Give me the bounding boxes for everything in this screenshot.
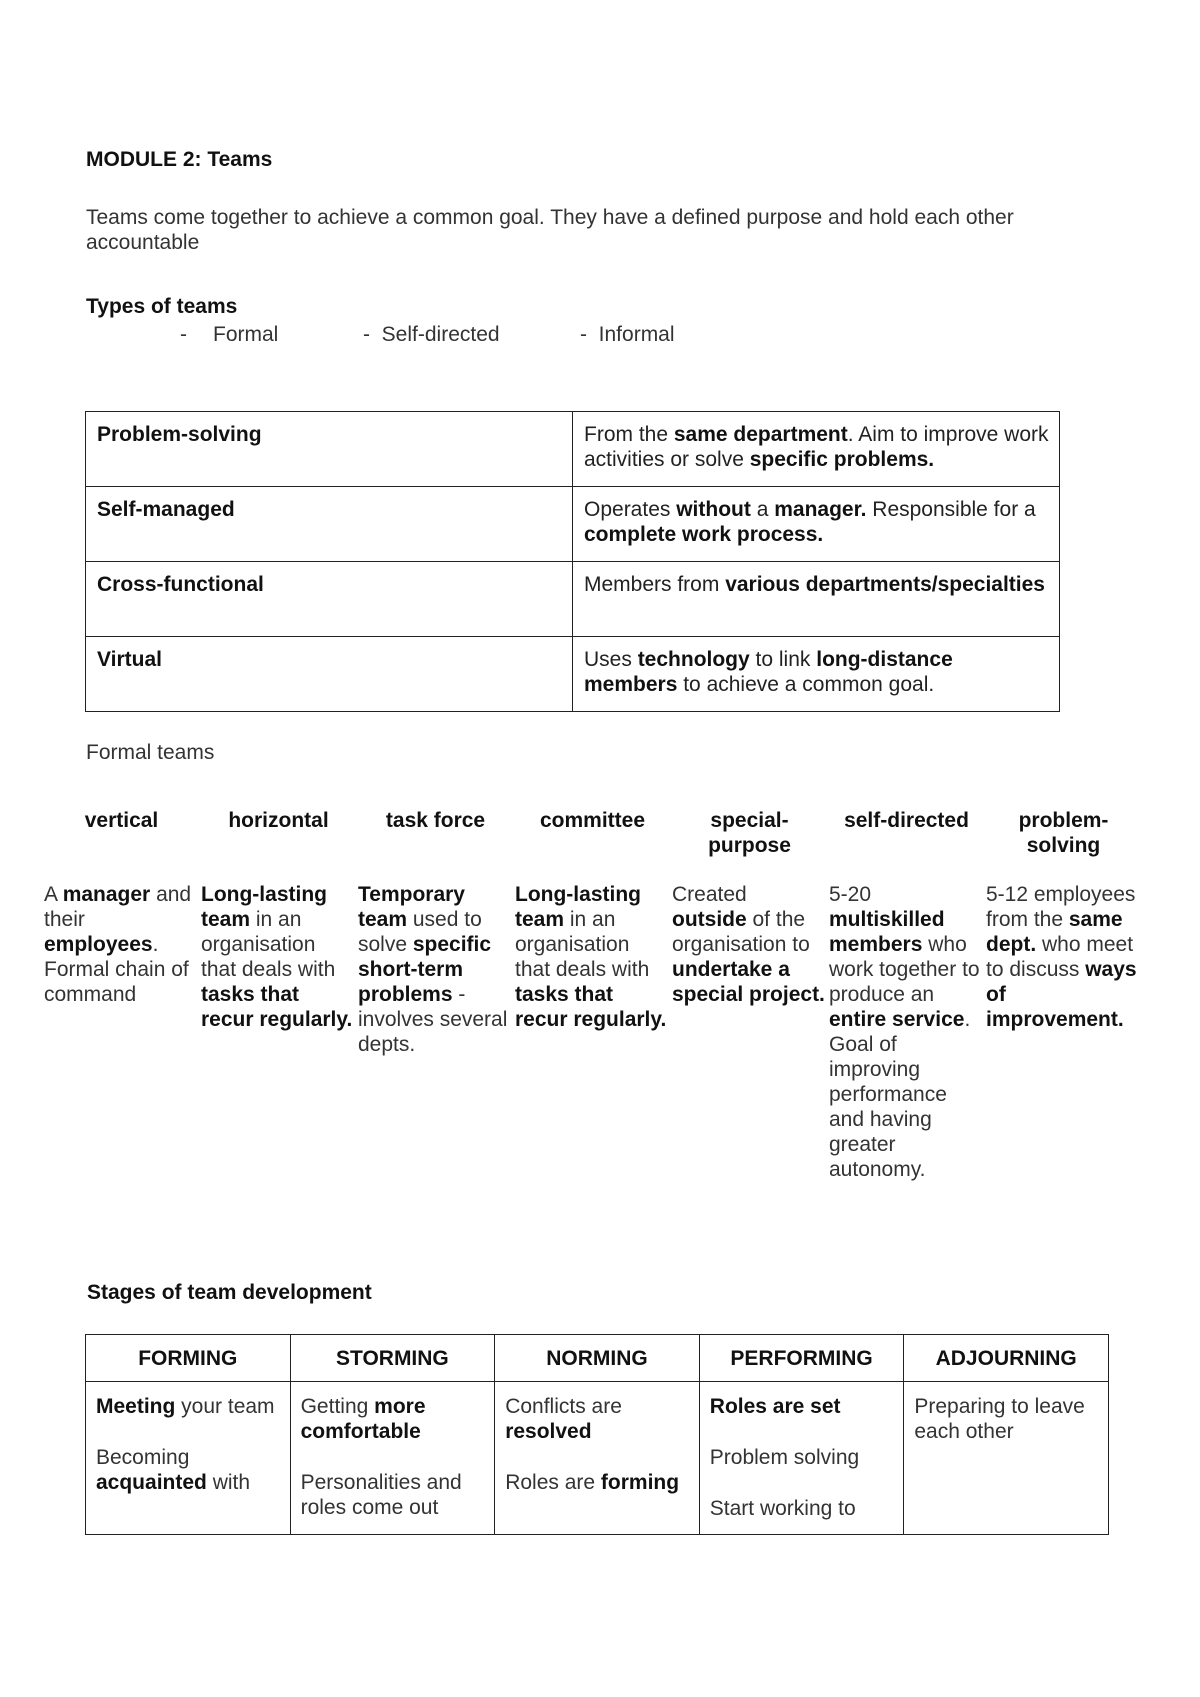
stage-name: PERFORMING	[699, 1335, 904, 1382]
formal-team-description	[44, 882, 199, 1007]
stage-name: NORMING	[495, 1335, 700, 1382]
team-type-description	[573, 412, 1060, 487]
stage-paragraph	[301, 1470, 485, 1520]
text-run: Members from	[584, 573, 726, 596]
bold-text: entire service	[829, 1008, 965, 1031]
bold-text: manager.	[774, 498, 867, 521]
stage-name: FORMING	[86, 1335, 291, 1382]
stage-paragraph	[505, 1470, 689, 1495]
bold-text: Long-lasting team	[515, 883, 641, 931]
team-type-name: Virtual	[86, 637, 573, 712]
stage-description	[699, 1382, 904, 1535]
formal-team-description	[358, 882, 513, 1057]
types-table-row	[86, 637, 1060, 712]
formal-team-description	[672, 882, 827, 1007]
bold-text: multiskilled members	[829, 908, 945, 956]
bold-text: complete work process.	[584, 523, 824, 546]
text-run: Created	[672, 883, 747, 906]
bold-text: without	[676, 498, 751, 521]
text-run: Operates	[584, 498, 677, 521]
text-run: 5-20	[829, 883, 872, 906]
team-type-description	[573, 487, 1060, 562]
types-list-item: - Formal	[180, 323, 279, 346]
text-run: and their	[44, 883, 192, 931]
stage-paragraph	[710, 1394, 894, 1419]
bold-text: employees	[44, 933, 153, 956]
text-run: Getting	[300, 1395, 375, 1418]
bold-text: Long-lasting team	[201, 883, 327, 931]
formal-team-description	[986, 882, 1141, 1032]
team-type-name: Self-managed	[86, 487, 573, 562]
stage-paragraph	[96, 1445, 280, 1495]
types-table-row	[86, 412, 1060, 487]
bold-text: outside	[672, 908, 747, 931]
text-run: Start working to	[709, 1497, 856, 1520]
text-run: - involves several depts.	[358, 983, 508, 1056]
intro-paragraph: Teams come together to achieve a common goal. They have a defined purpose and hold each other accountable	[86, 206, 1014, 254]
bold-text: same department	[673, 423, 848, 446]
text-run: 5-12 employees from the	[986, 883, 1136, 931]
stage-paragraph	[301, 1394, 485, 1444]
bold-text: Temporary team	[358, 883, 465, 931]
text-run: who meet to discuss	[986, 933, 1134, 981]
text-run: From the	[584, 423, 674, 446]
formal-team-title: vertical	[84, 809, 159, 832]
bold-text: technology	[637, 648, 750, 671]
bold-text: more comfortable	[300, 1395, 426, 1443]
team-type-name: Cross-functional	[86, 562, 573, 637]
team-type-description	[573, 562, 1060, 637]
formal-team-description	[829, 882, 984, 1182]
formal-team-title: self-directed	[844, 809, 969, 832]
text-run: . Formal chain of command	[44, 933, 189, 1006]
formal-teams-label: Formal teams	[86, 741, 215, 764]
stage-description	[495, 1382, 700, 1535]
stage-paragraph	[914, 1394, 1098, 1444]
stages-heading: Stages of team development	[87, 1281, 372, 1304]
stage-paragraph	[96, 1394, 280, 1419]
types-table-row	[86, 487, 1060, 562]
text-run: a	[750, 498, 775, 521]
stage-paragraph	[710, 1445, 894, 1470]
formal-team-title: committee	[539, 809, 646, 832]
bold-text: same dept.	[986, 908, 1123, 956]
stage-name: ADJOURNING	[904, 1335, 1109, 1382]
bold-text: various departments/specialties	[725, 573, 1045, 596]
bold-text: ways of improvement.	[986, 958, 1137, 1031]
page-title: MODULE 2: Teams	[86, 148, 273, 171]
stage-paragraph	[505, 1394, 689, 1444]
bold-text: tasks that recur regularly.	[515, 983, 667, 1031]
text-run: Responsible for a	[866, 498, 1036, 521]
bold-text: specific short-term problems	[358, 933, 492, 1006]
team-type-description	[573, 637, 1060, 712]
bold-text: forming	[600, 1471, 680, 1494]
formal-team-description	[201, 882, 356, 1032]
types-table	[85, 411, 1060, 712]
bold-text: undertake a special project.	[672, 958, 825, 1006]
text-run: . Aim to improve work activities or solve	[584, 423, 1049, 471]
stage-description	[904, 1382, 1109, 1535]
text-run: Problem solving	[709, 1446, 860, 1469]
types-heading: Types of teams	[86, 295, 238, 318]
bold-text: resolved	[505, 1420, 592, 1443]
text-run: in an organisation that deals with	[201, 908, 336, 981]
bold-text: acquainted	[96, 1471, 207, 1494]
stage-name: STORMING	[290, 1335, 495, 1382]
types-table-row	[86, 562, 1060, 637]
text-run: of the organisation to	[672, 908, 810, 956]
bold-text: specific problems.	[749, 448, 935, 471]
text-run: in an organisation that deals with	[515, 908, 650, 981]
text-run: to achieve a common goal.	[677, 673, 935, 696]
text-run: Roles are	[505, 1471, 601, 1494]
text-run: used to solve	[358, 908, 482, 956]
stage-description	[86, 1382, 291, 1535]
team-type-name: Problem-solving	[86, 412, 573, 487]
text-run: Personalities and roles come out	[300, 1471, 462, 1519]
text-run: Conflicts are	[505, 1395, 622, 1418]
bold-text: long-distance members	[584, 648, 953, 696]
formal-team-title: problem-solving	[1018, 809, 1109, 857]
text-run: Preparing to leave each other	[914, 1395, 1085, 1443]
text-run: to link	[749, 648, 817, 671]
stage-paragraph	[710, 1496, 894, 1521]
text-run: with	[206, 1471, 251, 1494]
text-run: who work together to produce an	[829, 933, 980, 1006]
bold-text: tasks that recur regularly.	[201, 983, 353, 1031]
text-run: Uses	[584, 648, 638, 671]
text-run: your team	[175, 1395, 275, 1418]
text-run: A	[44, 883, 63, 906]
bold-text: Meeting	[96, 1395, 176, 1418]
types-list-item: - Self-directed	[363, 323, 500, 346]
formal-team-title: horizontal	[228, 809, 329, 832]
formal-team-description	[515, 882, 670, 1032]
formal-team-title: special-purpose	[708, 809, 791, 857]
stages-table	[85, 1334, 1109, 1535]
types-list-item: - Informal	[580, 323, 675, 346]
text-run: Becoming	[96, 1446, 190, 1469]
stage-description	[290, 1382, 495, 1535]
formal-team-title: task force	[385, 809, 486, 832]
bold-text: Roles are set	[709, 1395, 841, 1418]
bold-text: manager	[62, 883, 151, 906]
text-run: . Goal of improving performance and having greater autonomy.	[829, 1008, 971, 1181]
